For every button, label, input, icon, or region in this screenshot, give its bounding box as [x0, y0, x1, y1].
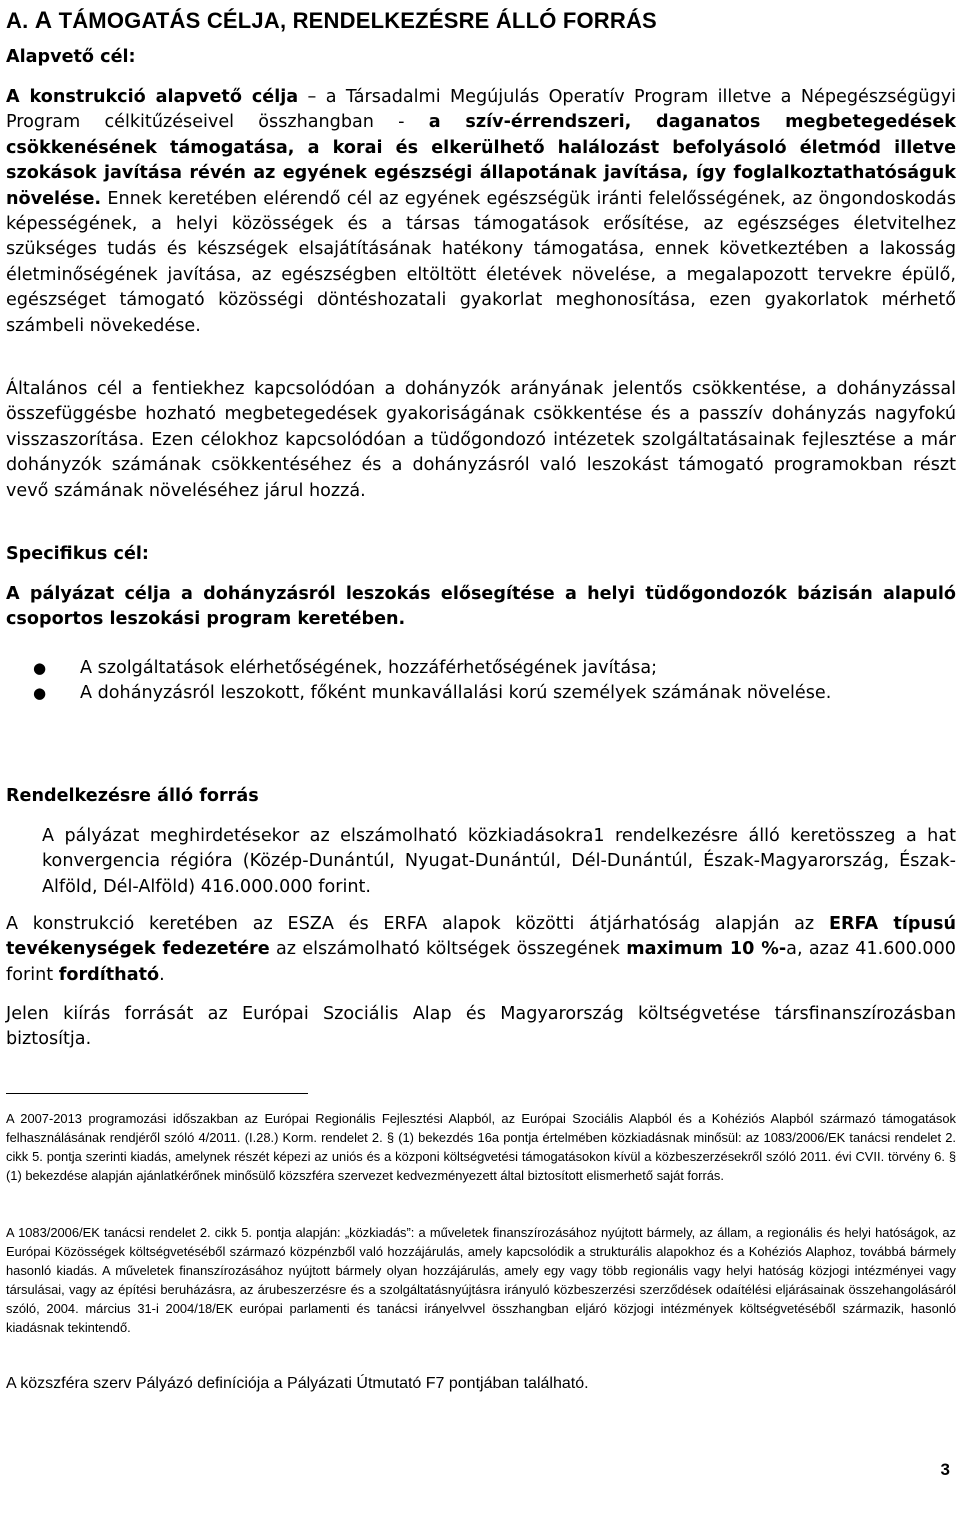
forras-paragraph-3: Jelen kiírás forrását az Európai Szociális Alap és Magyarország költségvetése társfinanszírozásban biztosítja.	[6, 1004, 956, 1050]
specifikus-cel-label: Specifikus cél:	[6, 544, 149, 564]
list-item	[6, 656, 956, 681]
alapveto-text-a: – a Társadalmi Megújulás Operatív Program illetve a Népegészségügyi Program célkitűzéseivel összhangban -	[6, 87, 957, 133]
list-item-text: A dohányzásról leszokott, főként munkavállalási korú személyek számának növelése.	[80, 683, 832, 704]
list-item	[6, 681, 956, 706]
list-item-text: A szolgáltatások elérhetőségének, hozzáférhetőségének javítása;	[80, 658, 658, 678]
footnote-1: A 2007-2013 programozási időszakban az Európai Regionális Fejlesztési Alapból, az Európai Szociális Alapból és a Kohéziós Alapból származó támogatások felhasználásának rendjéről szóló 4/2011. (I.28.) Korm. rendelet 2. § (1) bekezdés 16a pontja értelmében közkiadásnak minősül: az 1083/2006/EK tanácsi rendelet 2. cikk 5. pontja szerinti kiadás, amelynek részét képezi az uniós és a közponi költségvetési támogatásokon kívül a közbeszerzésekről szóló 2011. évi CVII. törvény 6. § (1) bekezdése alapján ajánlatkérőnek minősülő közszféra szervezet kedvezményezett által biztosított elismerhető saját forrás.	[6, 1111, 956, 1184]
heading-prefix: A.	[6, 8, 29, 33]
bullet-icon: ●	[33, 684, 47, 703]
footnote-separator	[6, 1093, 308, 1094]
forras-paragraph-1: A pályázat meghirdetésekor az elszámolható közkiadásokra1 rendelkezésre álló keretösszeg a hat konvergencia régióra (Közép-Dunántúl, Nyugat-Dunántúl, Dél-Dunántúl, Észak-Magyarország, Észak-Alföld, Dél-Alföld) 416.000.000 forint.	[42, 826, 956, 897]
alapveto-bold-a: A konstrukció alapvető célja	[6, 87, 299, 107]
alapveto-cel-label: Alapvető cél:	[6, 47, 136, 67]
forras-p2-text-e: a, azaz 41.600.000 forint	[6, 939, 956, 985]
forras-p2-bold-f: fordítható	[58, 964, 160, 985]
heading-text: TÁMOGATÁS CÉLJA, RENDELKEZÉSRE ÁLLÓ FORRÁS	[52, 8, 657, 33]
forras-p2-text-c: az elszámolható költségek összegének	[269, 939, 627, 960]
forras-p2-bold-d: maximum 10 %-	[626, 939, 787, 960]
forras-p2-bold-b: ERFA típusú tevékenységek fedezetére	[6, 914, 956, 960]
footnote-3: A közszféra szerv Pályázó definíciója a Pályázati Útmutató F7 pontjában található.	[6, 1375, 589, 1392]
forras-p2-text-g: .	[159, 964, 165, 985]
bullet-icon: ●	[33, 659, 47, 677]
alapveto-text-b: Ennek keretében elérendő cél az egyének egészségük iránti felelősségének, az öngondoskodás képességének, a helyi közösségek és a társas támogatások erősítése, az egészséges életvitelhez szükséges tudás és készségek elsajátításának hatékony támogatása, ennek következtében a lakosság életminőségének javítása, az egészségben eltöltött életévek növelése, a megalapozott tervekre épülő, egészséget támogató közösségi döntéshozatali gyakorlat meghonosítása, ezen gyakorlatok mérhető számbeli növekedése.	[6, 188, 956, 336]
page-number: 3	[940, 1460, 950, 1479]
forras-p2-text-a: A konstrukció keretében az ESZA és ERFA alapok közötti átjárhatóság alapján az	[6, 914, 829, 934]
alapveto-cel-paragraph-1	[6, 85, 956, 339]
section-heading	[6, 7, 657, 35]
altalanos-cel-paragraph: Általános cél a fentiekhez kapcsolódóan a dohányzók arányának jelentős csökkentése, a dohányzással összefüggésbe hozható megbetegedések gyakoriságának csökkentése és a passzív dohányzás nagyfokú visszaszorítása. Ezen célokhoz kapcsolódóan a tüdőgondozó intézetek szolgáltatásainak fejlesztése a már dohányzók számának csökkentéséhez és a dohányzásról való leszokást támogató programokban részt vevő számának növeléséhez járul hozzá.	[6, 379, 956, 501]
forras-paragraph-2	[6, 912, 956, 988]
specifikus-cel-paragraph: A pályázat célja a dohányzásról leszokás elősegítése a helyi tüdőgondozók bázisán alapuló csoportos leszokási program keretében.	[6, 584, 956, 630]
rendelkezesre-allo-forras-label: Rendelkezésre álló forrás	[6, 786, 259, 806]
specifikus-cel-list	[6, 656, 956, 707]
footnote-2: A 1083/2006/EK tanácsi rendelet 2. cikk 5. pontja alapján: „közkiadás”: a műveletek finanszírozásához nyújtott bármely, az állam, a regionális és helyi hatóságok, az Európai Közösségek költségvetéséből származó közpénzből való hozzájárulás, amely kapcsolódik a strukturális alapokhoz és a Kohéziós Alaphoz, továbbá bármely hasonló kiadás. A műveletek finanszírozásához nyújtott bármely olyan hozzájárulás, amely egy vagy több regionális vagy helyi hatóság közjogi intézményei vagy társulásai, vagy az építési beruházásra, az árubeszerzésre és a szolgáltatásnyújtásra irányuló közbeszerzési szerződések odaítélési eljárásainak összehangolásáról szóló, 2004. március 31-i 2004/18/EK európai parlamenti és tanácsi irányelvvel összhangban eljáró közjogi intézmények költségvetéséből származik, hasonló kiadásnak tekintendő.	[6, 1225, 956, 1336]
alapveto-bold-b: a szív-érrendszeri, daganatos megbetegedések csökkenésének támogatása, a korai és elkerülhető halálozást befolyásoló életmód illetve szokások javítása révén az egyének egészségi állapotának javítása, így foglalkoztathatóságuk növelése.	[6, 112, 956, 209]
heading-first-letter: A	[34, 7, 53, 34]
